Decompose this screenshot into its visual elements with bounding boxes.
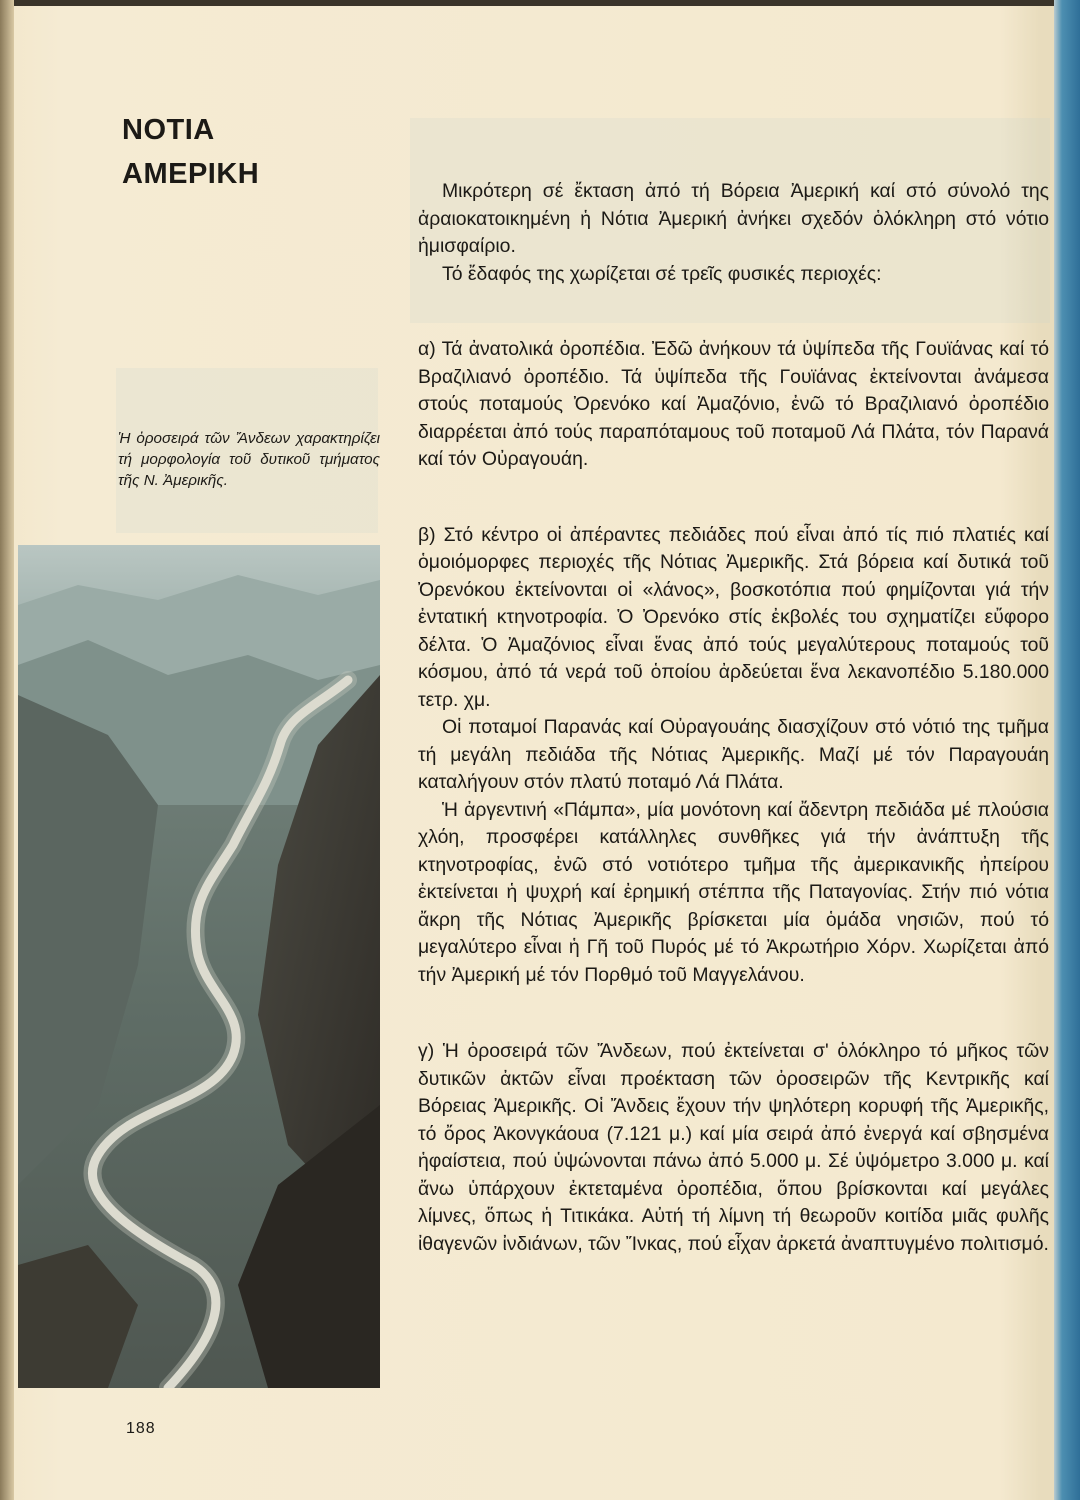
- andes-paragraph: γ) Ἡ ὀροσειρά τῶν Ἄνδεων, πού ἐκτείνεται σ' ὁλόκληρο τό μῆκος τῶν δυτικῶν ἀκτῶν εἶναι προέκταση τῶν ὀροσειρῶν τῆς Κεντρικῆς καί Βόρειας Ἀμερικῆς. Οἱ Ἄνδεις ἔχουν τήν ψηλότερη κορυφή τῆς Ἀμερικῆς, τό ὄρος Ἀκονγκάουα (7.121 μ.) καί μία σειρά ἀπό ἐνεργά καί σβησμένα ἡφαίστεια, πού ὑψώνονται πάνω ἀπό 5.000 μ. Σέ ὑψόμετρο 3.000 μ. καί ἄνω ὑπάρχουν ἐκτεταμένα ὀροπέδια, ὅπου βρίσκονται καί μεγάλες λίμνες, ὅπως ἡ Τιτικάκα. Αὐτή τή λίμνη τή θεωροῦν κοιτίδα μιᾶς φυλῆς ἰθαγενῶν ἰνδιάνων, τῶν Ἴνκας, πού εἶχαν ἀρκετά ἀναπτυγμένο πολιτισμό.: [418, 1040, 1049, 1255]
- andes-river-photo: [18, 545, 380, 1388]
- main-text-column: [418, 178, 1049, 1258]
- page-title-line: ΝΟΤΙΑ: [122, 114, 215, 146]
- regions-intro-paragraph: Τό ἔδαφός της χωρίζεται σέ τρεῖς φυσικές περιοχές:: [442, 262, 882, 285]
- pampa-paragraph: Ἡ ἀργεντινή «Πάμπα», μία μονότονη καί ἄδεντρη πεδιάδα μέ πλούσια χλόη, προσφέρει κατάλληλες συνθῆκες γιά τήν ἀνάπτυξη τῆς κτηνοτροφίας, ἐνῶ στό νοτιότερο τμῆμα τῆς ἀμερικανικῆς ἠπείρου ἐκτείνεται ἡ ψυχρή καί ἐρημική στέππα τῆς Παταγονίας. Στήν πιό νότια ἄκρη τῆς Νότιας Ἀμερικῆς βρίσκεται μία ὁμάδα νησιῶν, πού τό μεγαλύτερο εἶναι ἡ Γῆ τοῦ Πυρός μέ τό Ἀκρωτήριο Χόρν. Χωρίζεται ἀπό τήν Ἀμερική μέ τόν Πορθμό τοῦ Μαγγελάνου.: [418, 798, 1049, 986]
- eastern-plateaus-paragraph: α) Τά ἀνατολικά ὀροπέδια. Ἐδῶ ἀνήκουν τά ὑψίπεδα τῆς Γουϊάνας καί τό Βραζιλιανό ὀροπέδιο. Τά ὑψίπεδα τῆς Γουϊάνας ἐκτείνονται ἀνάμεσα στούς ποταμούς Ὀρενόκο καί Ἀμαζόνιο, ἐνῶ τό Βραζιλιανό ὀροπέδιο διαρρέεται ἀπό τούς παραπόταμους τοῦ ποταμοῦ Λά Πλάτα, τόν Παρανά καί τόν Οὐραγουάη.: [418, 338, 1049, 470]
- page-title: [122, 108, 259, 196]
- page-top-edge: [0, 0, 1080, 6]
- rivers-paragraph: Οἱ ποταμοί Παρανάς καί Οὐραγουάης διασχίζουν στό νότιό της τμῆμα τή μεγάλη πεδιάδα τῆς Νότιας Ἀμερικῆς. Μαζί μέ τόν Παραγουάη καταλήγουν στόν πλατύ ποταμό Λά Πλάτα.: [418, 716, 1049, 793]
- andes-landscape-illustration: [18, 545, 380, 1388]
- photo-caption: Ἡ ὀροσειρά τῶν Ἄνδεων χαρακτηρίζει τή μορφολογία τοῦ δυτικοῦ τμήματος τῆς Ν. Ἀμερικῆς.: [118, 430, 380, 489]
- page-title-line: ΑΜΕΡΙΚΗ: [122, 158, 260, 190]
- page-binding-edge: [0, 0, 14, 1500]
- page-number: 188: [126, 1420, 156, 1437]
- intro-paragraph: Μικρότερη σέ ἔκταση ἀπό τή Βόρεια Ἀμερική καί στό σύνολό της ἀραιοκατοικημένη ἡ Νότια Ἀμερική ἀνήκει σχεδόν ὁλόκληρη στό νότιο ἡμισφαίριο.: [418, 180, 1049, 257]
- central-plains-paragraph: β) Στό κέντρο οἱ ἀπέραντες πεδιάδες πού εἶναι ἀπό τίς πιό πλατιές καί ὁμοιόμορφες περιοχές τῆς Νότιας Ἀμερικῆς. Στά βόρεια καί δυτικά τοῦ Ὀρενόκου ἐκτείνονται οἱ «λάνος», βοσκοτόπια πού φημίζονται γιά τήν ἐντατική κτηνοτροφία. Ὁ Ὀρενόκο στίς ἐκβολές του σχηματίζει εὔφορο δέλτα. Ὁ Ἀμαζόνιος εἶναι ἕνας ἀπό τούς μεγαλύτερους ποταμούς τοῦ κόσμου, ἀπό τά νερά τοῦ ὁποίου ἀρδεύεται ἕνα λεκανοπέδιο 5.180.000 τετρ. χμ.: [418, 523, 1049, 711]
- page-side-edge: [1054, 0, 1080, 1500]
